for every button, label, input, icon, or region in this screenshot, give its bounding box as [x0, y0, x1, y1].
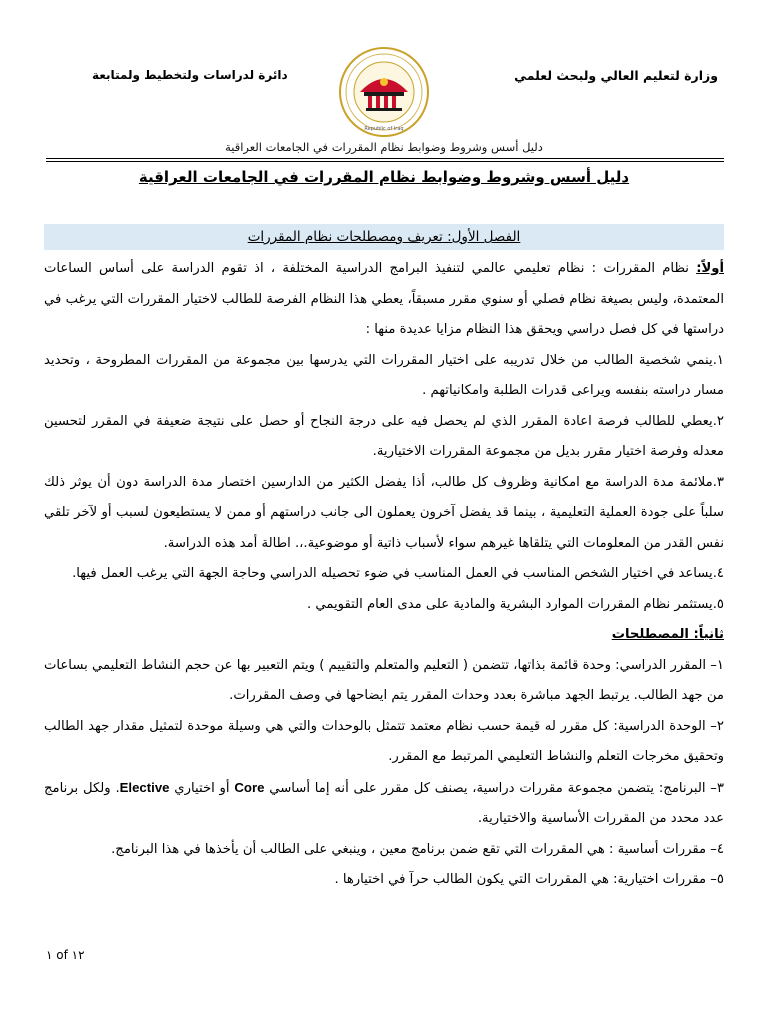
intro-text: نظام المقررات : نظام تعليمي عالمي لتنفيذ البرامج الدراسية المختلفة ، اذ تقوم الدراسة على أساس الساعات المعتمدة، وليس بصيغة نظام فصلي أو سنوي مقرر مسبقاً، يعطي هذا النظام الفرصة للطالب لاختيار المقررات التي يرغب في دراستها في كل فصل دراسي ويحقق هذا النظام مزايا عديدة منها :: [44, 261, 724, 337]
header-divider: [46, 158, 724, 159]
intro-paragraph: [44, 254, 724, 346]
term-number: ٢–: [705, 718, 724, 734]
elective-term: Elective: [119, 779, 170, 795]
term-number: ٣–: [705, 780, 724, 796]
ministry-seal-logo: [338, 46, 430, 138]
term-item: [44, 712, 724, 773]
term-text: أو اختياري: [169, 780, 235, 796]
terms-heading: [44, 620, 724, 651]
advantage-item: ٢.يعطي للطالب فرصة اعادة المقرر الذي لم يحصل فيه على درجة النجاح أو حصل على نتيجة ضعيفة في المقرر لتحسين معدله وفرصة اختيار مقرر بديل من مجموعة المقررات الاختيارية.: [44, 413, 724, 459]
core-term: Core: [234, 779, 265, 795]
term-item: [44, 835, 724, 866]
document-body: [44, 254, 724, 896]
term-number: ٥–: [706, 872, 724, 887]
advantage-item: ٤.يساعد في اختيار الشخص المناسب في العمل المناسب في ضوء تحصيله الدراسي وحاجة الجهة التي يرغب العمل فيها.: [72, 566, 724, 581]
page-subtitle: دليل أسس وشروط وضوابط نظام المقررات في الجامعات العراقية: [225, 140, 543, 154]
advantage-item: ٥.يستثمر نظام المقررات الموارد البشرية والمادية على مدى العام التقويمي .: [306, 596, 724, 612]
chapter-heading: الفصل الأول: تعريف ومصطلحات نظام المقررات: [44, 224, 724, 250]
terms-heading-text: ثانياً: المصطلحات: [611, 627, 724, 642]
document-title: دليل أسس وشروط وضوابط نظام المقررات في الجامعات العراقية: [138, 168, 630, 186]
term-text: مقررات اختيارية: هي المقررات التي يكون الطالب حرآ في اختيارها .: [334, 872, 707, 887]
term-text: المقرر الدراسي: وحدة قائمة بذاتها، تتضمن ( التعليم والمتعلم والتقييم ) ويتم التعبير بها عن حجم النشاط التعليمي بساعات من جهد الطالب. يرتبط الجهد مباشرة بعدد وحدات المقرر يتم ايضاحها في وصف المقررات.: [44, 657, 724, 703]
term-text: البرنامج: يتضمن مجموعة مقررات دراسية، يصنف كل مقرر على أنه إما أساسي: [264, 780, 706, 796]
term-text: . ولكل برنامج عدد محدد من المقررات الأساسية والاختيارية.: [44, 780, 724, 826]
header-divider-double: [46, 161, 724, 162]
term-number: ١–: [706, 657, 724, 673]
page-number: ١ of ١٢: [46, 948, 85, 962]
term-item: [44, 651, 724, 712]
intro-label: أولاً:: [696, 261, 724, 276]
term-text: مقررات أساسية : هي المقررات التي تقع ضمن برنامج معين ، وينبغي على الطالب أن يأخذها في هذا البرنامج.: [111, 841, 707, 857]
term-text: الوحدة الدراسية: كل مقرر له قيمة حسب نظام معتمد تتمثل بالوحدات والتي هي وسيلة موحدة لتمثيل مقدار جهد الطالب وتحقيق مخرجات التعلم والنشاط التعليمي المرتبط مع المقرر.: [44, 718, 724, 764]
term-item: [44, 865, 724, 896]
advantage-item: ٣.ملائمة مدة الدراسة مع امكانية وظروف كل طالب، أذا يفضل الكثير من الدارسين اختصار مدة الدراسة دون أن يوثر ذلك سلباً على جودة العملية التعليمية ، بينما قد يفضل آخرون يعملون الى جانب دراستهم أو ممن لا يستطيعون لسبب أو لآخر تلقي نفس القدر من المعلومات التي يتلقاها غيرهم سواء لأسباب ذاتية أو موضوعية.،. اطالة أمد هذه الدراسة.: [44, 474, 724, 551]
ministry-name: وزارة لتعليم العالي ولبحث لعلمي: [514, 68, 718, 83]
term-item: [44, 773, 724, 835]
svg-text:Republic of Iraq: Republic of Iraq: [364, 126, 404, 132]
department-name: دائرة لدراسات ولتخطيط ولمتابعة: [92, 68, 288, 82]
term-number: ٤–: [706, 841, 724, 857]
advantage-item: ١.ينمي شخصية الطالب من خلال تدريبه على اختيار المقررات التي يدرسها بين مجموعة من المقررات المطروحة ، وتحديد مسار دراسته بنفسه ويراعى قدرات الطلبة وامكانياتهم .: [44, 352, 724, 398]
